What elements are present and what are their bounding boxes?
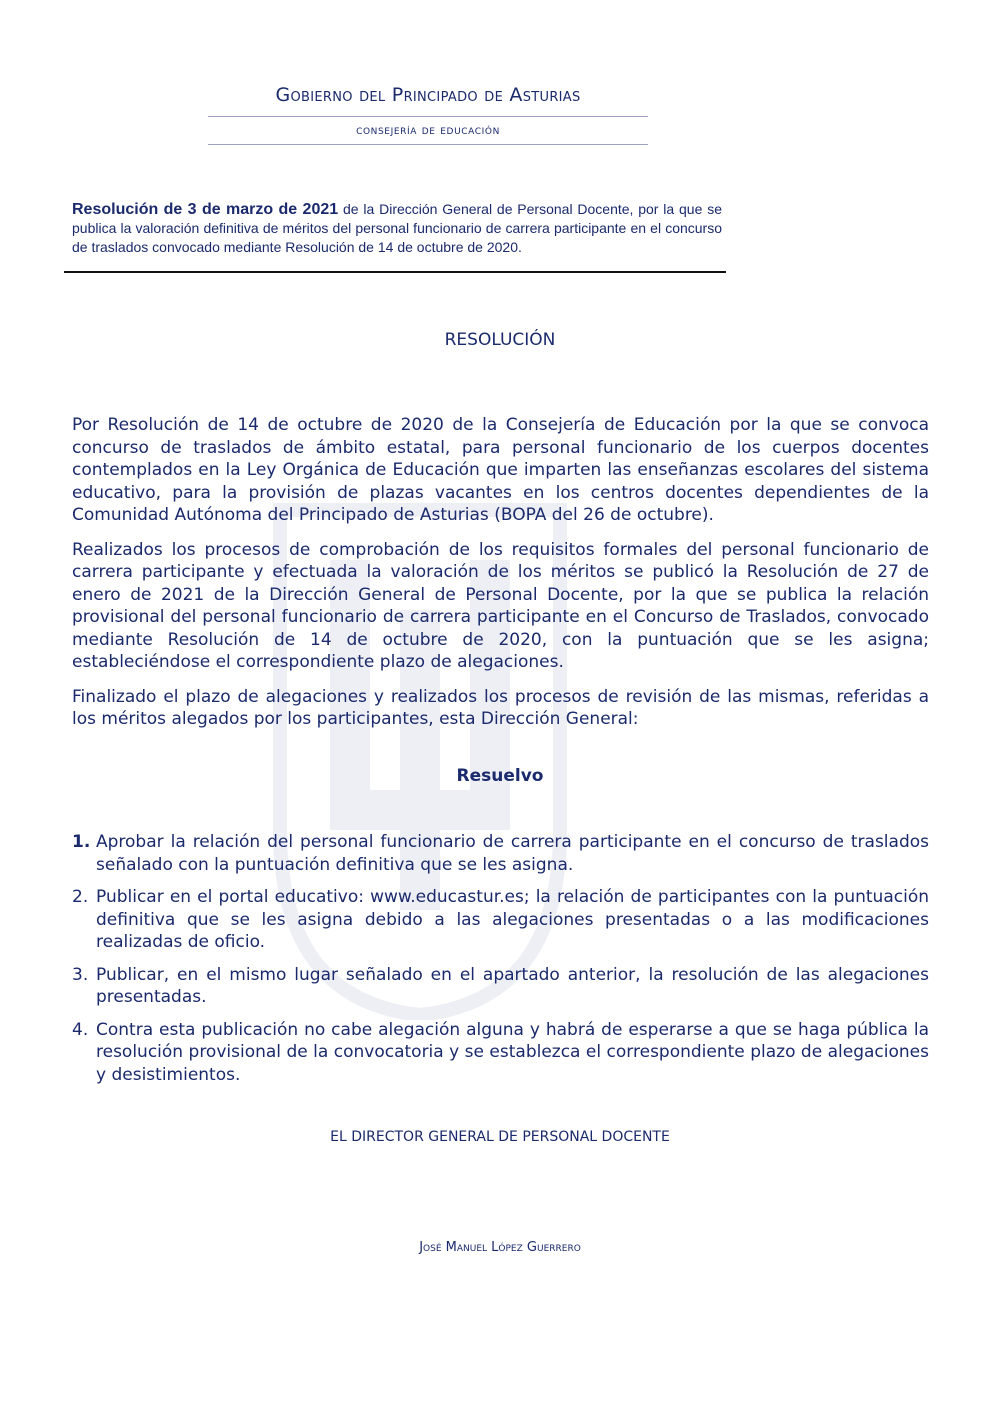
resuelvo-heading: Resuelvo: [456, 766, 544, 786]
list-item: [72, 964, 929, 1009]
item-number: 1.: [72, 832, 91, 852]
item-text: Publicar en el portal educativo: www.educastur.es; la relación de participantes con la puntuación definitiva que se les asigna debido a las alegaciones presentadas o a las modificaciones realizadas de oficio.: [96, 887, 929, 952]
header-rule-top: [208, 116, 648, 117]
summary-divider: [64, 271, 726, 273]
header-rule-bottom: [208, 144, 648, 145]
letterhead: [208, 84, 648, 145]
item-number: 2.: [72, 887, 89, 907]
list-item: [72, 1019, 929, 1087]
list-item: [72, 886, 929, 954]
summary-rest: de la Dirección General de Personal Docente, por la que se publica la valoración definitiva de méritos del personal funcionario de carrera participante en el concurso de traslados convocado mediante Resolución de 14 de octubre de 2020.: [72, 201, 722, 255]
item-number: 3.: [72, 964, 89, 985]
resolution-items: [72, 831, 929, 1096]
list-item: [72, 831, 929, 876]
resolution-summary: [72, 200, 722, 257]
government-title: Gobierno del Principado de Asturias: [275, 84, 581, 106]
item-number: 4.: [72, 1019, 89, 1040]
paragraph: Realizados los procesos de comprobación de los requisitos formales del personal funcionario de carrera participante y efectuada la valoración de los méritos se publicó la Resolución de 27 de enero de 2021 de la Dirección General de Personal Docente, por la que se publica la relación provisional del personal funcionario de carrera participante en el Concurso de Traslados, convocado mediante Resolución de 14 de octubre de 2020, con la puntuación que se les asigna; estableciéndose el correspondiente plazo de alegaciones.: [72, 539, 929, 672]
summary-lead: Resolución de 3 de marzo de 2021: [72, 201, 339, 218]
signer-title: EL DIRECTOR GENERAL DE PERSONAL DOCENTE: [330, 1129, 670, 1145]
item-text: Publicar, en el mismo lugar señalado en el apartado anterior, la resolución de las alegaciones presentadas.: [96, 964, 929, 1007]
item-text: Aprobar la relación del personal funcionario de carrera participante en el concurso de traslados señalado con la puntuación definitiva que se les asigna.: [96, 832, 929, 875]
paragraph: Por Resolución de 14 de octubre de 2020 de la Consejería de Educación por la que se convoca concurso de traslados de ámbito estatal, para personal funcionario de los cuerpos docentes contemplados en la Ley Orgánica de Educación que imparten las enseñanzas escolares del sistema educativo, para la provisión de plazas vacantes en los centros docentes dependientes de la Comunidad Autónoma del Principado de Asturias (BOPA del 26 de octubre).: [72, 415, 929, 525]
signer-name: José Manuel López Guerrero: [419, 1240, 581, 1255]
preamble: [72, 414, 929, 743]
paragraph: Finalizado el plazo de alegaciones y realizados los procesos de revisión de las mismas, referidas a los méritos alegados por los participantes, esta Dirección General:: [72, 686, 929, 729]
document-title: RESOLUCIÓN: [444, 330, 556, 350]
department-name: consejería de educación: [356, 123, 500, 138]
item-text: Contra esta publicación no cabe alegación alguna y habrá de esperarse a que se haga pública la resolución provisional de la convocatoria y se establezca el correspondiente plazo de alegaciones y desistimientos.: [96, 1019, 929, 1085]
